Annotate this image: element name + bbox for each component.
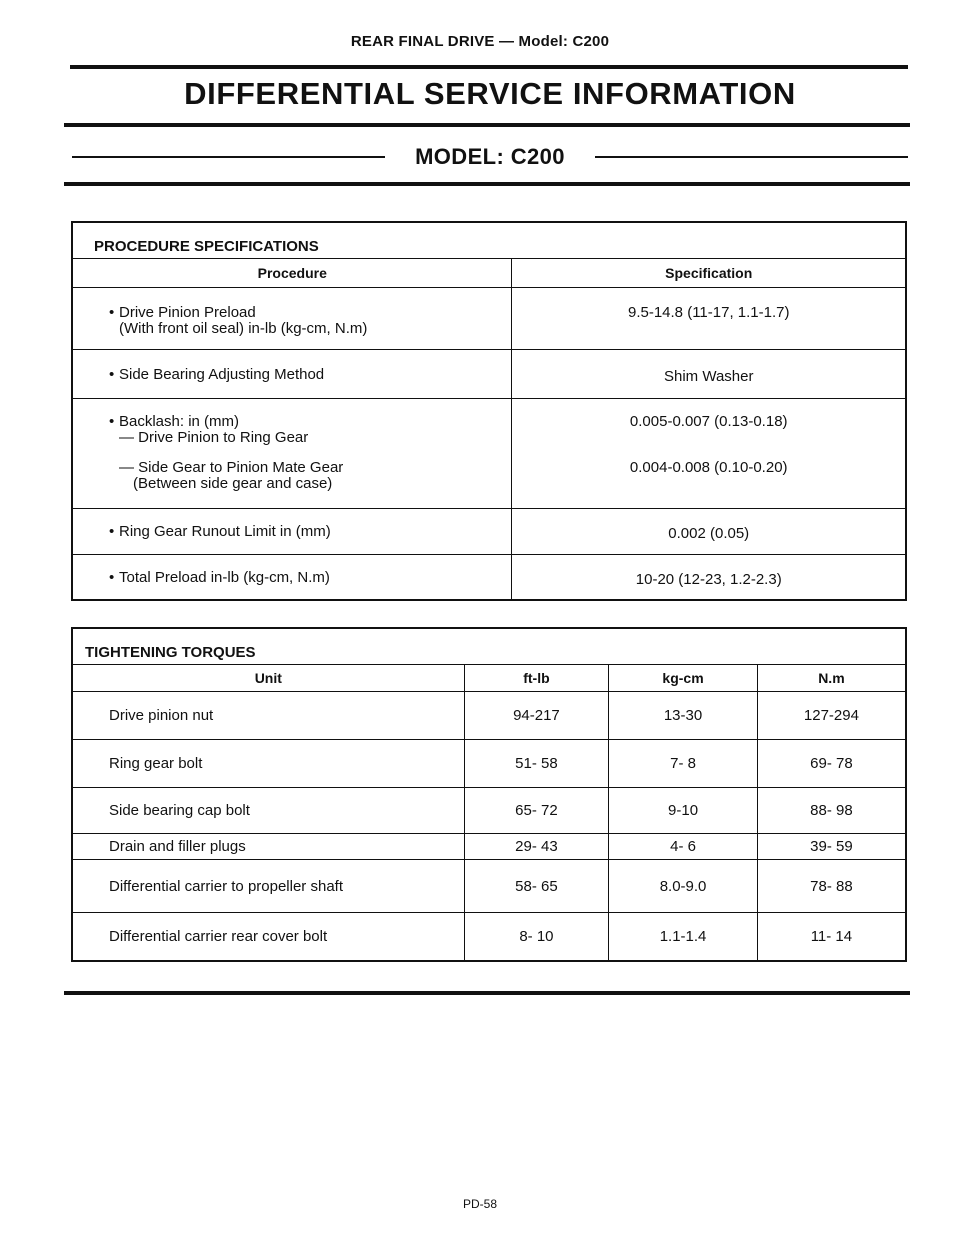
table-row (72, 509, 906, 555)
bullet-icon: • (109, 523, 115, 540)
column-header-kgcm: kg-cm (609, 665, 758, 692)
table-row (72, 788, 906, 834)
nm-cell: 69- 78 (757, 740, 906, 788)
unit-cell: Drive pinion nut (72, 692, 464, 740)
title-rule (64, 123, 910, 127)
unit-cell: Differential carrier rear cover bolt (72, 913, 464, 961)
bullet-icon: • (109, 366, 115, 383)
bullet-icon: • (109, 413, 115, 430)
table-row (72, 913, 906, 961)
table-row (72, 399, 906, 509)
nm-cell: 127-294 (757, 692, 906, 740)
model-rule-left (72, 156, 385, 158)
procedure-specs-title: PROCEDURE SPECIFICATIONS (72, 222, 906, 259)
bullet-icon: • (109, 569, 115, 586)
procedure-cell: • Backlash: in (mm) — Drive Pinion to Ring Gear — Side Gear to Pinion Mate Gear (Between side gear and case) (72, 399, 512, 509)
tightening-torques-table (71, 627, 907, 962)
model-rule-bottom (64, 182, 910, 186)
bullet-icon: • (109, 304, 115, 321)
procedure-cell: • Drive Pinion Preload (With front oil seal) in-lb (kg-cm, N.m) (72, 288, 512, 350)
model-label: MODEL: C200 (415, 144, 565, 169)
column-header-procedure: Procedure (72, 259, 512, 288)
table-row (72, 555, 906, 600)
kgcm-cell: 8.0-9.0 (609, 860, 758, 913)
procedure-cell: • Total Preload in-lb (kg-cm, N.m) (72, 555, 512, 600)
nm-cell: 39- 59 (757, 834, 906, 860)
kgcm-cell: 4- 6 (609, 834, 758, 860)
unit-cell: Side bearing cap bolt (72, 788, 464, 834)
table-row (72, 740, 906, 788)
page-number: PD-58 (462, 1197, 497, 1211)
procedure-cell: • Ring Gear Runout Limit in (mm) (72, 509, 512, 555)
procedure-cell: • Side Bearing Adjusting Method (72, 350, 512, 399)
ftlb-cell: 94-217 (464, 692, 609, 740)
page-header: REAR FINAL DRIVE — Model: C200 (350, 33, 610, 50)
torques-title: TIGHTENING TORQUES (72, 628, 906, 665)
nm-cell: 11- 14 (757, 913, 906, 961)
unit-cell: Ring gear bolt (72, 740, 464, 788)
nm-cell: 88- 98 (757, 788, 906, 834)
ftlb-cell: 51- 58 (464, 740, 609, 788)
bottom-rule (64, 991, 910, 995)
column-header-specification: Specification (512, 259, 906, 288)
ftlb-cell: 58- 65 (464, 860, 609, 913)
table-row (72, 692, 906, 740)
kgcm-cell: 9-10 (609, 788, 758, 834)
specification-cell: 0.002 (0.05) (512, 509, 906, 555)
specification-cell: Shim Washer (512, 350, 906, 399)
model-rule-right (595, 156, 908, 158)
table-row (72, 834, 906, 860)
kgcm-cell: 1.1-1.4 (609, 913, 758, 961)
header-rule (70, 65, 908, 69)
specification-cell: 9.5-14.8 (11-17, 1.1-1.7) (512, 288, 906, 350)
page-title: DIFFERENTIAL SERVICE INFORMATION (184, 76, 796, 111)
ftlb-cell: 8- 10 (464, 913, 609, 961)
unit-cell: Differential carrier to propeller shaft (72, 860, 464, 913)
column-header-unit: Unit (72, 665, 464, 692)
nm-cell: 78- 88 (757, 860, 906, 913)
kgcm-cell: 7- 8 (609, 740, 758, 788)
unit-cell: Drain and filler plugs (72, 834, 464, 860)
ftlb-cell: 65- 72 (464, 788, 609, 834)
procedure-specifications-table (71, 221, 907, 601)
specification-cell: 0.005-0.007 (0.13-0.18) 0.004-0.008 (0.10-0.20) (512, 399, 906, 509)
specification-cell: 10-20 (12-23, 1.2-2.3) (512, 555, 906, 600)
model-heading (72, 139, 908, 175)
column-header-ftlb: ft-lb (464, 665, 609, 692)
table-row (72, 288, 906, 350)
kgcm-cell: 13-30 (609, 692, 758, 740)
ftlb-cell: 29- 43 (464, 834, 609, 860)
table-row (72, 350, 906, 399)
column-header-nm: N.m (757, 665, 906, 692)
table-row (72, 860, 906, 913)
